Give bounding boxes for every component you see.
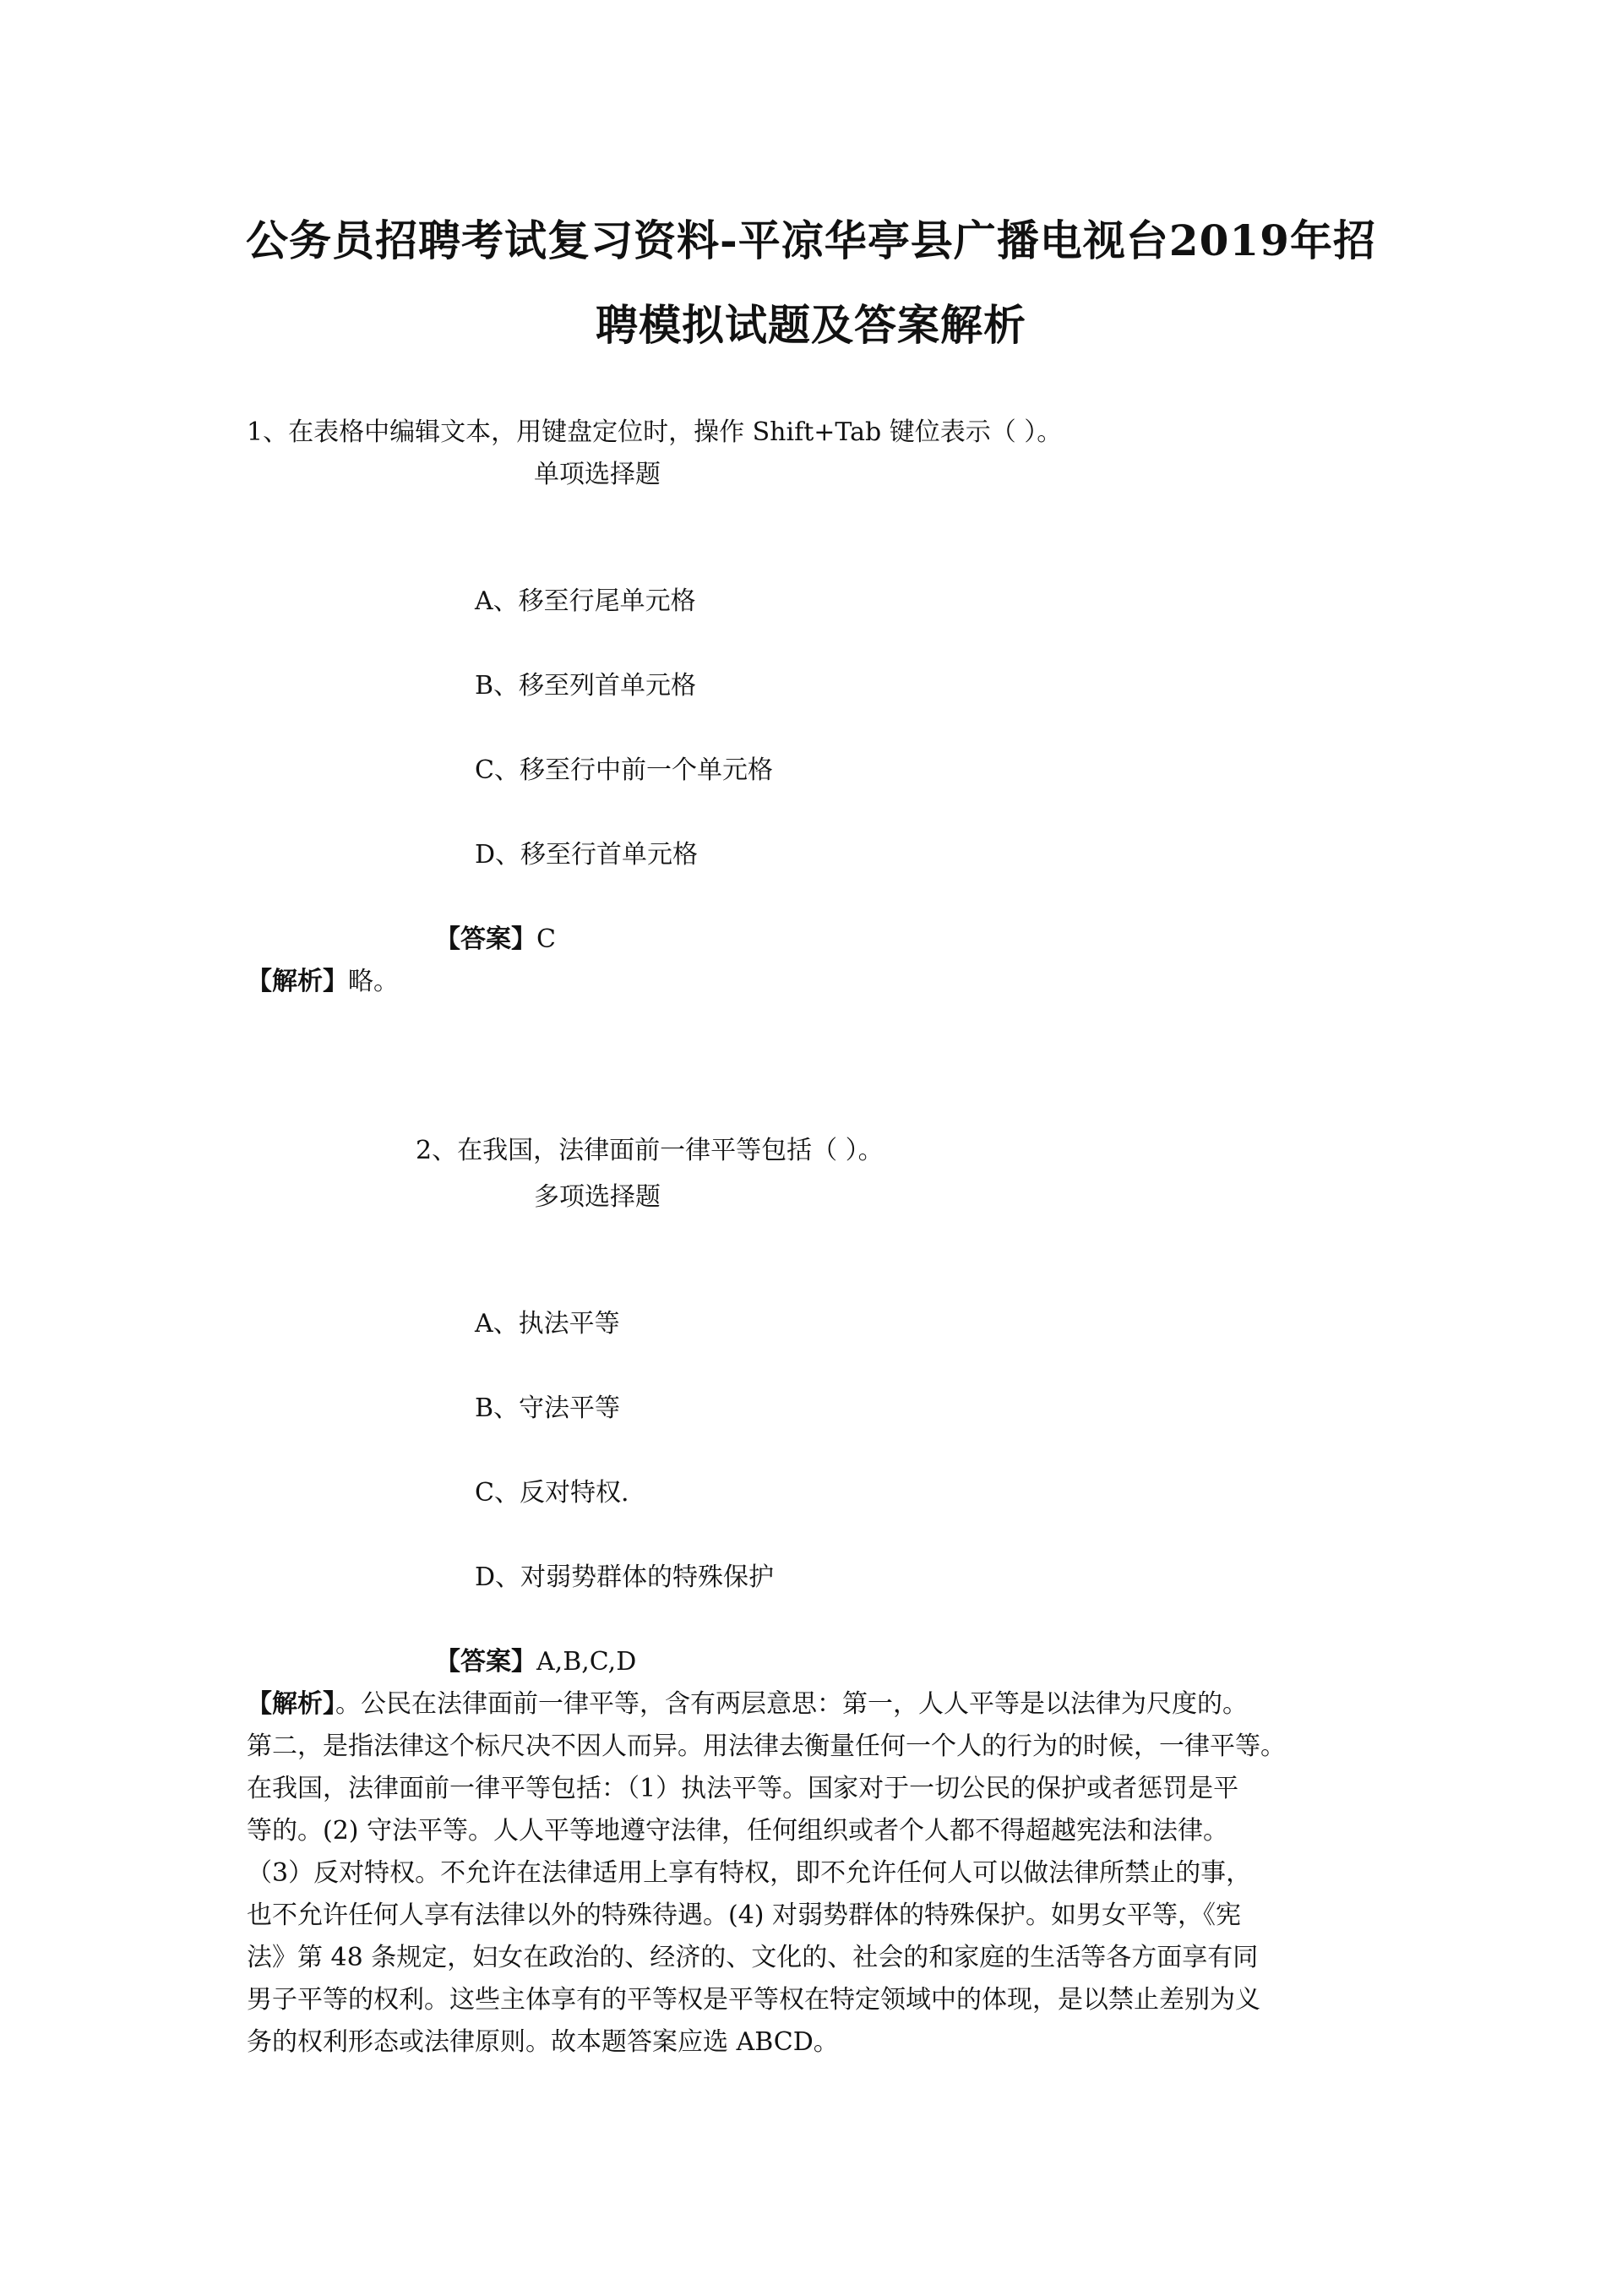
answer-value: C [536,924,556,954]
answer-label: 【答案】 [435,1647,536,1677]
analysis-line: 等的。(2) 守法平等。人人平等地遵守法律，任何组织或者个人都不得超越宪法和法律。 [247,1816,1229,1846]
analysis-line: 务的权利形态或法律原则。故本题答案应选 ABCD。 [247,2027,839,2057]
question-2-answer [435,1645,636,1679]
question-1-option-a: A、移至行尾单元格 [475,586,696,616]
question-1-option-c: C、移至行中前一个单元格 [475,755,773,785]
question-1-type: 单项选择题 [534,460,661,489]
analysis-text: 略。 [348,967,399,996]
analysis-line: 男子平等的权利。这些主体享有的平等权是平等权在特定领域中的体现，是以禁止差别为义 [247,1985,1260,2015]
analysis-line: （3）反对特权。不允许在法律适用上享有特权，即不允许任何人可以做法律所禁止的事， [247,1858,1252,1888]
answer-label: 【答案】 [435,924,536,954]
question-2-analysis [247,1683,1387,2064]
question-2-stem: 2、在我国，法律面前一律平等包括（ ）。 [416,1136,884,1165]
analysis-line: 在我国，法律面前一律平等包括：（1）执法平等。国家对于一切公民的保护或者惩罚是平 [247,1774,1239,1803]
question-1-option-b: B、移至列首单元格 [475,671,697,701]
question-1-stem: 1、在表格中编辑文本，用键盘定位时，操作 Shift+Tab 键位表示（ ）。 [247,417,1063,447]
question-2-option-b: B、守法平等 [475,1393,621,1423]
analysis-label: 【解析】 [247,967,348,996]
document-title-line1: 公务员招聘考试复习资料-平凉华亭县广播电视台2019年招 [246,215,1376,265]
analysis-line: 法》第 48 条规定，妇女在政治的、经济的、文化的、社会的和家庭的生活等各方面享有同 [247,1943,1259,1972]
analysis-line: 也不允许任何人享有法律以外的特殊待遇。(4) 对弱势群体的特殊保护。如男女平等，《宪 [247,1901,1242,1930]
answer-value: A,B,C,D [536,1647,637,1677]
question-1-analysis [247,965,399,999]
question-2-option-a: A、执法平等 [475,1309,620,1339]
question-1-option-d: D、移至行首单元格 [475,840,699,870]
document-title-line2: 聘模拟试题及答案解析 [596,300,1026,350]
question-2-type: 多项选择题 [534,1182,661,1212]
question-1-answer [435,923,556,957]
analysis-line: 【解析】。公民在法律面前一律平等，含有两层意思：第一，人人平等是以法律为尺度的。 [247,1689,1248,1719]
question-2-option-d: D、对弱势群体的特殊保护 [475,1562,775,1592]
analysis-line: 第二，是指法律这个标尺决不因人而异。用法律去衡量任何一个人的行为的时候，一律平等。 [247,1732,1286,1761]
question-2-option-c: C、反对特权. [475,1478,629,1508]
analysis-label: 【解析】 [247,1689,335,1719]
